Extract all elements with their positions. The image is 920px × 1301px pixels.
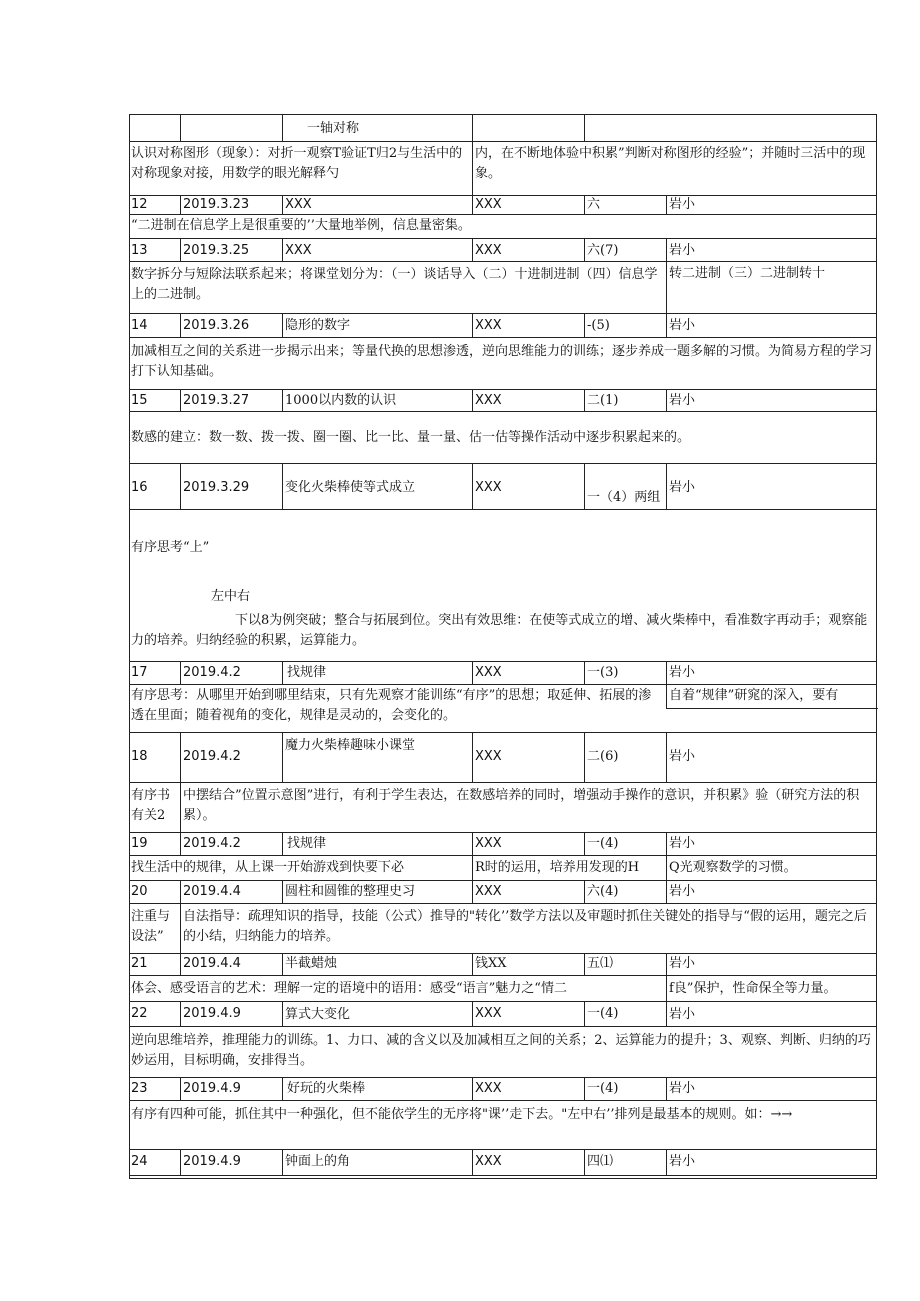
note-text: 内，在不断地体验中积累”判断对称图形的经验”；并随时三活中的现象。 bbox=[475, 146, 866, 181]
note-text: 逆向思维培养，推理能力的训练。1、力口、减的含义以及加减相互之间的关系；2、运算能力的提升；3、观察、判断、归纳的巧妙运用，目标明确，安排得当。 bbox=[131, 1033, 871, 1068]
topic-cell: 圆柱和圆锥的整理史习 bbox=[285, 884, 416, 899]
note-text: 加减相互之间的关系进一步揭示出来；等量代换的思想渗透，逆向思维能力的训练；逐步养成一题多解的习惯。为简易方程的学习打下认知基础。 bbox=[131, 344, 873, 379]
class-cell: 四⑴ bbox=[587, 1154, 614, 1169]
topic-cell: 1000以内数的认识 bbox=[285, 393, 397, 408]
note-text: 左中右 bbox=[211, 589, 251, 604]
row-number: 22 bbox=[131, 1006, 148, 1021]
topic-cell: 找规律 bbox=[287, 665, 327, 680]
row-number: 24 bbox=[131, 1154, 148, 1169]
table-row bbox=[129, 1002, 877, 1027]
row-number: 19 bbox=[131, 836, 148, 851]
table-row bbox=[129, 464, 877, 510]
row-number: 17 bbox=[131, 665, 148, 680]
note-text: 数感的建立：数一数、拨一拨、圈一圈、比一比、量一量、估一估等操作活动中逐步积累起来的。 bbox=[131, 430, 691, 445]
table-row bbox=[129, 1078, 877, 1101]
teacher-cell: XXX bbox=[475, 1081, 502, 1096]
note-row bbox=[129, 1101, 877, 1150]
table-row bbox=[129, 196, 877, 215]
class-cell: 一(4) bbox=[587, 836, 619, 851]
row-number: 16 bbox=[131, 480, 148, 495]
teacher-cell: XXX bbox=[475, 1006, 502, 1021]
note-row bbox=[129, 685, 877, 733]
table-row bbox=[129, 114, 877, 142]
note-row bbox=[129, 262, 877, 314]
teacher-cell: XXX bbox=[475, 884, 502, 899]
class-cell: 二(1) bbox=[587, 393, 619, 408]
note-text: 认识对称图形（现象）：对折一观察T验证T归2与生活中的对称现象对接，用数学的眼光解释勺 bbox=[131, 146, 463, 181]
note-row bbox=[129, 215, 877, 239]
school-cell: 岩小 bbox=[669, 318, 696, 333]
school-cell: 岩小 bbox=[669, 956, 696, 971]
note-row bbox=[129, 856, 877, 881]
topic-cell: 钟面上的角 bbox=[285, 1154, 351, 1169]
teacher-cell: XXX bbox=[475, 393, 502, 408]
table-row bbox=[129, 733, 877, 783]
note-row bbox=[129, 1027, 877, 1078]
school-cell: 岩小 bbox=[669, 480, 696, 495]
school-cell: 岩小 bbox=[669, 197, 696, 212]
school-cell: 岩小 bbox=[669, 749, 696, 764]
note-text: 有序有四种可能，抓住其中一种强化，但不能依学生的无序将"课’’走下去。"左中右’’排列是最基本的规则。如：→→ bbox=[131, 1107, 793, 1122]
teacher-cell: XXX bbox=[475, 836, 502, 851]
date-cell: 2019.4.4 bbox=[183, 956, 241, 971]
school-cell: 岩小 bbox=[669, 665, 696, 680]
date-cell: 2019.3.23 bbox=[183, 197, 250, 212]
table-row bbox=[129, 1150, 877, 1176]
note-text: 自法指导：疏理知识的指导，技能（公式）推导的"转化’’数学方法以及审题时抓住关键处的指导与“假的运用，题完之后的小结，归纳能力的培养。 bbox=[183, 909, 867, 944]
row-number: 15 bbox=[131, 393, 148, 408]
school-cell: 岩小 bbox=[669, 1007, 696, 1022]
note-text: 有序思考“上” bbox=[131, 540, 210, 555]
row-number: 18 bbox=[131, 749, 148, 764]
note-text: 自着“规律”研窕的深入，要有 bbox=[669, 688, 839, 703]
date-cell: 2019.3.29 bbox=[183, 480, 250, 495]
table-row bbox=[129, 881, 877, 904]
teacher-cell: XXX bbox=[475, 749, 502, 764]
teacher-cell: XXX bbox=[475, 480, 502, 495]
topic-cell: 半截蜡烛 bbox=[285, 956, 338, 971]
row-number: 12 bbox=[131, 197, 148, 212]
class-cell: 六 bbox=[587, 197, 601, 212]
note-text: 中摆结合”位置示意图”进行，有利于学生表达，在数感培养的同时，增强动手操作的意识，并积累》验（研究方法的积累）。 bbox=[183, 788, 860, 823]
date-cell: 2019.4.2 bbox=[183, 836, 241, 851]
class-cell: 一(4) bbox=[587, 1081, 619, 1096]
date-cell: 2019.3.25 bbox=[183, 243, 250, 258]
note-text: 转二进制（三）二进制转十 bbox=[669, 266, 826, 281]
class-cell: 一（4）两组 bbox=[587, 490, 661, 505]
date-cell: 2019.4.4 bbox=[183, 884, 241, 899]
topic-cell: 变化火柴棒使等式成立 bbox=[285, 480, 416, 495]
class-cell: 一(4) bbox=[587, 1006, 619, 1021]
topic-cell: 魔力火柴棒趣味小课堂 bbox=[285, 738, 416, 753]
class-cell: 六(4) bbox=[587, 884, 619, 899]
table-row bbox=[129, 833, 877, 856]
date-cell: 2019.4.2 bbox=[183, 665, 241, 680]
note-row bbox=[129, 510, 877, 662]
table-row bbox=[129, 662, 877, 685]
date-cell: 2019.4.9 bbox=[183, 1081, 241, 1096]
table-row bbox=[129, 314, 877, 338]
note-text: 有序书有关2 bbox=[131, 788, 171, 823]
date-cell: 2019.4.2 bbox=[183, 749, 241, 764]
teacher-cell: XXX bbox=[475, 318, 502, 333]
row-number: 21 bbox=[131, 956, 148, 971]
class-cell: 六(7) bbox=[587, 243, 619, 258]
table-row bbox=[129, 954, 877, 976]
school-cell: 岩小 bbox=[669, 1081, 696, 1096]
school-cell: 岩小 bbox=[669, 243, 696, 258]
topic-cell: 找规律 bbox=[287, 836, 327, 851]
teacher-cell: XXX bbox=[475, 665, 502, 680]
date-cell: 2019.4.9 bbox=[183, 1154, 241, 1169]
topic-cell: XXX bbox=[285, 243, 312, 258]
topic-cell: 好玩的火柴棒 bbox=[287, 1081, 366, 1096]
school-cell: 岩小 bbox=[669, 1154, 696, 1169]
table-row bbox=[129, 390, 877, 412]
teacher-cell: 钱XX bbox=[475, 956, 507, 971]
note-row bbox=[129, 904, 877, 954]
class-cell: 一(3) bbox=[587, 665, 619, 680]
note-text: R时的运用，培养用发现的H bbox=[475, 860, 640, 875]
date-cell: 2019.3.26 bbox=[183, 318, 250, 333]
note-row bbox=[129, 338, 877, 390]
note-text: 下以8为例突破；整合与拓展到位。突出有效思维：在使等式成立的增、减火柴棒中，看准数字再动手；观察能力的培养。归纳经验的积累，运算能力。 bbox=[131, 613, 868, 648]
row-number: 23 bbox=[131, 1081, 148, 1096]
class-cell: 二(6) bbox=[587, 749, 619, 764]
teacher-cell: XXX bbox=[475, 1154, 502, 1169]
note-row bbox=[129, 783, 877, 833]
class-cell: -(5) bbox=[587, 318, 610, 333]
note-text: 体会、感受语言的艺术：理解一定的语境中的语用：感受“语言”魅力之“情二 bbox=[131, 981, 567, 996]
school-cell: 岩小 bbox=[669, 836, 696, 851]
row-number: 20 bbox=[131, 884, 148, 899]
date-cell: 2019.4.9 bbox=[183, 1006, 241, 1021]
row-number: 14 bbox=[131, 318, 148, 333]
note-text: f良”保护，性命保全等力量。 bbox=[669, 981, 837, 996]
teacher-cell: XXX bbox=[475, 197, 502, 212]
topic-cell: XXX bbox=[285, 197, 312, 212]
note-text: 找生活中的规律，从上课一开始游戏到快要下必 bbox=[131, 860, 405, 875]
class-cell: 五⑴ bbox=[587, 956, 614, 971]
note-text: 数字拆分与短除法联系起来；将课堂划分为：（一）谈话导入（二）十进制进制（四）信息学上的二进制。 bbox=[131, 267, 658, 302]
note-row bbox=[129, 412, 877, 464]
note-text: 有序思考：从哪里开始到哪里结束，只有先观察才能训练“有序”的思想；取延伸、拓展的渗透在里面；随着视角的变化，规律是灵动的，会变化的。 bbox=[131, 688, 652, 723]
table-row bbox=[129, 239, 877, 262]
school-cell: 岩小 bbox=[669, 393, 696, 408]
topic-cell: 一轴对称 bbox=[307, 121, 360, 136]
note-row bbox=[129, 142, 877, 196]
school-cell: 岩小 bbox=[669, 884, 696, 899]
note-row bbox=[129, 976, 877, 1002]
date-cell: 2019.3.27 bbox=[183, 393, 250, 408]
note-text: Q光观察数学的习惯。 bbox=[669, 860, 797, 875]
topic-cell: 隐形的数字 bbox=[285, 318, 351, 333]
topic-cell: 算式大变化 bbox=[285, 1007, 351, 1022]
row-number: 13 bbox=[131, 243, 148, 258]
teacher-cell: XXX bbox=[475, 243, 502, 258]
note-row bbox=[129, 1176, 877, 1179]
note-text: “二进制在信息学上是很重要的’’大量地举例，信息量密集。 bbox=[131, 218, 471, 233]
note-text: 注重与设法” bbox=[131, 909, 171, 944]
